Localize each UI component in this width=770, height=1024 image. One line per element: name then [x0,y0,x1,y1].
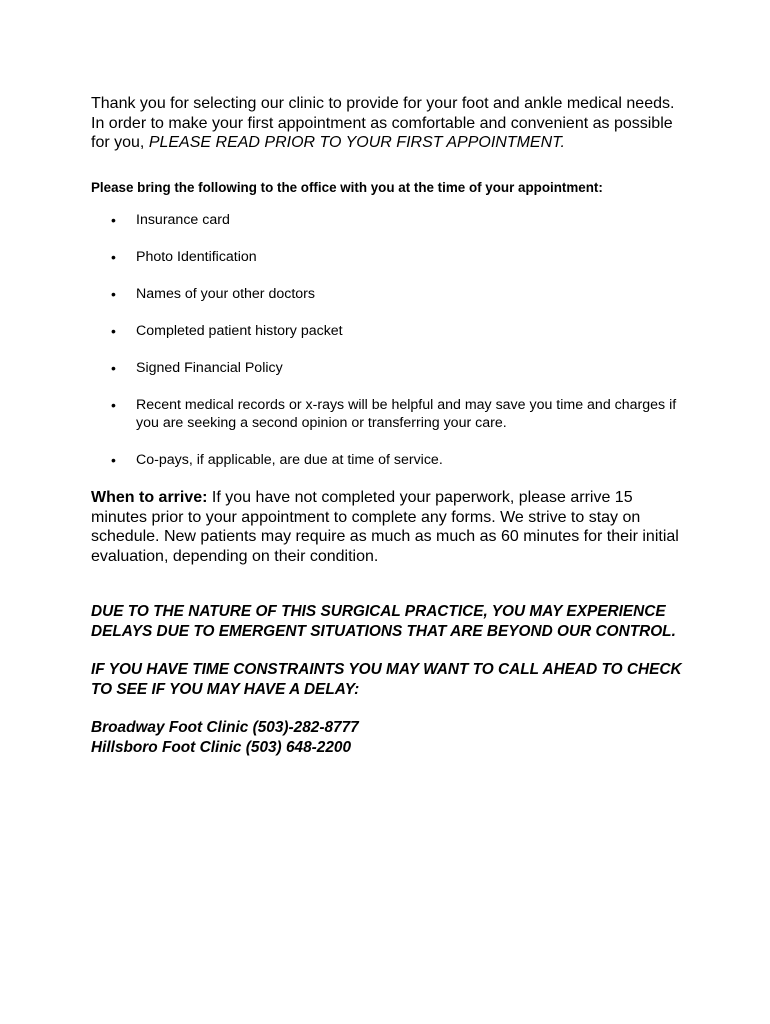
list-item-text: Recent medical records or x-rays will be helpful and may save you time and charges if you are seeking a second opinion or transferring your care. [136,396,677,431]
list-item [91,248,690,267]
bring-heading: Please bring the following to the office with you at the time of your appointment: [91,179,603,195]
list-item [91,285,690,304]
list-item-text: Signed Financial Policy [136,359,283,376]
intro-emphasis: PLEASE READ PRIOR TO YOUR FIRST APPOINTMENT. [148,134,565,151]
list-item-text: Completed patient history packet [136,322,343,339]
bullet-icon: • [111,211,116,228]
arrive-text: If you have not completed your paperwork, please arrive 15 minutes prior to your appointment to complete any forms. We strive to stay on schedule. New patients may require as much as much as 60 minutes for their initial evaluation, depending on their condition. [91,489,679,565]
list-item [91,396,690,433]
list-item-text: Insurance card [136,211,230,228]
bullet-icon: • [111,396,116,413]
arrive-paragraph [91,488,690,566]
bullet-icon: • [111,359,116,376]
bullet-icon: • [111,452,116,468]
delays-notice: DUE TO THE NATURE OF THIS SURGICAL PRACTICE, YOU MAY EXPERIENCE DELAYS DUE TO EMERGENT SITUATIONS THAT ARE BEYOND OUR CONTROL. [91,603,676,640]
clinic-hillsboro-phone: Hillsboro Foot Clinic (503) 648-2200 [91,738,352,756]
bullet-icon: • [111,322,116,339]
list-item [91,359,690,378]
intro-paragraph [91,94,690,153]
list-item-text: Names of your other doctors [136,285,315,302]
call-ahead-notice: IF YOU HAVE TIME CONSTRAINTS YOU MAY WANT TO CALL AHEAD TO CHECK TO SEE IF YOU MAY HAVE A DELAY: [91,661,682,698]
intro-text: Thank you for selecting our clinic to provide for your foot and ankle medical needs. In order to make your first appointment as comfortable and convenient as possible for you, [91,95,675,151]
list-item-text: Photo Identification [136,248,257,265]
bullet-icon: • [111,248,116,265]
clinic-broadway-phone: Broadway Foot Clinic (503)-282-8777 [91,719,359,736]
bullet-icon: • [111,285,116,302]
list-item [91,211,690,230]
list-item [91,451,690,470]
bring-list [91,211,690,470]
arrive-label: When to arrive: [91,489,208,506]
list-item-text: Co-pays, if applicable, are due at time of service. [136,452,443,468]
list-item [91,322,690,341]
